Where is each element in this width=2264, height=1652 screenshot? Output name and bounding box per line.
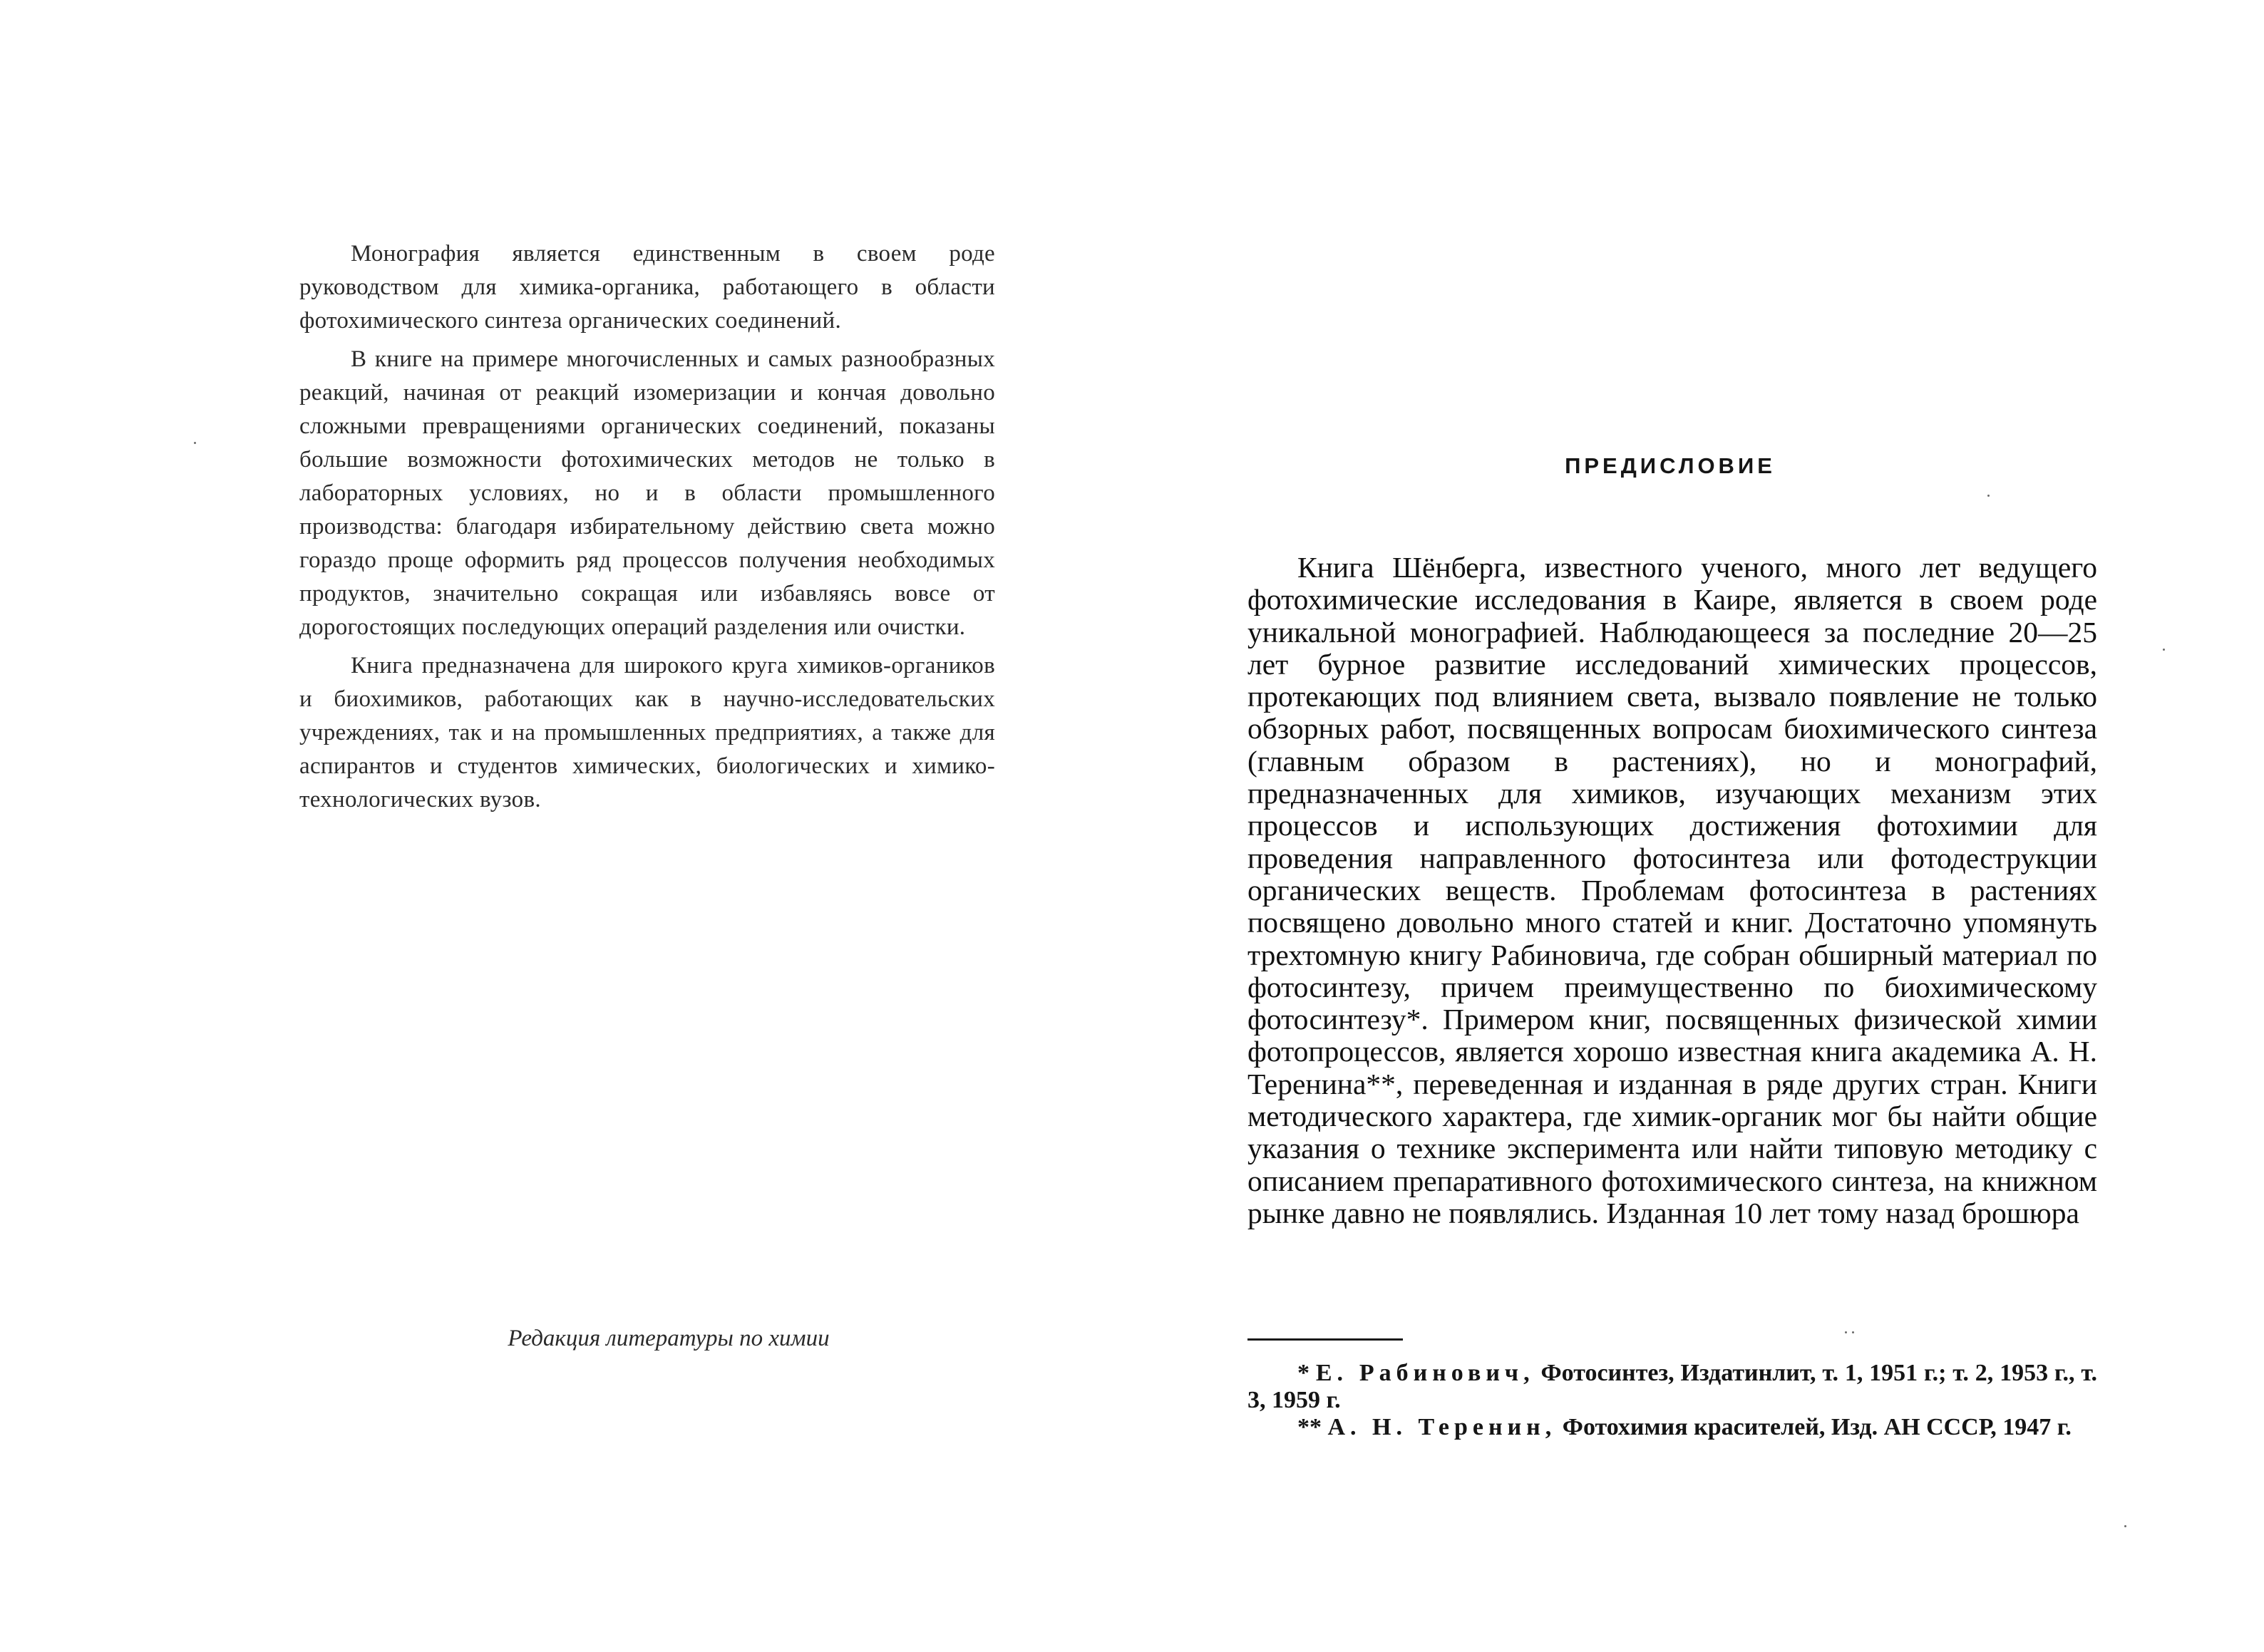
scan-speck (2124, 1525, 2126, 1527)
footnotes (1247, 1360, 2097, 1441)
preface-paragraph: Книга Шёнберга, известного ученого, много лет ведущего фотохимические исследования в Каире, является в своем роде уникальной монографией. Наблюдающееся за последние 20—25 лет бурное развитие исследований химических процессов, протекающих под влиянием света, вызвало появление не только обзорных работ, посвященных вопросам биохимического синтеза (главным образом в растениях), но и монографий, предназначенных для химиков, изучающих механизм этих процессов и использующих достижения фотохимии для проведения направленного фотосинтеза или фотодеструкции органических веществ. Проблемам фотосинтеза в растениях посвящено довольно много статей и книг. Достаточно упомянуть трехтомную книгу Рабиновича, где собран обширный материал по фотосинтезу, причем преимущественно по биохимическому фотосинтезу*. Примером книг, посвященных физической химии фотопроцессов, является хорошо известная книга академика А. Н. Теренина**, переведенная и изданная в ряде других стран. Книги методического характера, где химик-органик мог бы найти общие указания о технике эксперимента или найти типовую методику с описанием препаративного фотохимического синтеза, на книжном рынке давно не появлялись. Изданная 10 лет тому назад брошюра (1247, 551, 2097, 1229)
footnote-2-text: Фотохимия красителей, Изд. АН СССР, 1947 г. (1562, 1414, 2072, 1440)
annotation-paragraph-3: Книга предназначена для широкого круга химиков-органиков и биохимиков, работающих как в научно-исследовательских учреждениях, так и на промышленных предприятиях, а также для аспирантов и студентов химических, биологических и химико-технологических вузов. (299, 653, 995, 812)
footnote-1-mark: * (1297, 1360, 1309, 1386)
footnote-2-author: А. Н. Теренин, (1327, 1414, 1557, 1440)
footnote-divider (1247, 1338, 1403, 1341)
scan-speck (194, 442, 196, 444)
annotation-block (299, 237, 995, 822)
scan-speck (1845, 1331, 1847, 1333)
annotation-paragraph-2: В книге на примере многочисленных и самых разнообразных реакций, начиная от реакций изомеризации и кончая довольно сложными превращениями органических соединений, показаны большие возможности фотохимических методов не только в лабораторных условиях, но и в области промышленного производства: благодаря избирательному действию света можно гораздо проще оформить ряд процессов получения необходимых продуктов, значительно сокращая или избавляясь вовсе от дорогостоящих последующих операций разделения или очистки. (299, 346, 995, 640)
scan-speck (2163, 649, 2165, 651)
preface-title: ПРЕДИСЛОВИЕ (1565, 453, 1776, 478)
scan-speck (1852, 1331, 1854, 1333)
footnote-1-text: Фотосинтез, Издатинлит, т. 1, 1951 г.; т. 2, 1953 г., т. 3, 1959 г. (1247, 1360, 2098, 1413)
right-page (1132, 0, 2264, 1652)
preface-body (1247, 552, 2097, 1229)
footnote-2 (1247, 1414, 2097, 1441)
footnote-1 (1247, 1360, 2097, 1414)
footnote-1-author: Е. Рабинович, (1315, 1360, 1535, 1386)
editorial-note: Редакция литературы по химии (508, 1326, 830, 1351)
footnote-2-mark: ** (1297, 1414, 1322, 1440)
annotation-paragraph-1: Монография является единственным в своем роде руководством для химика-органика, работающего в области фотохимического синтеза органических соединений. (299, 241, 995, 334)
scan-speck (1987, 495, 1990, 497)
